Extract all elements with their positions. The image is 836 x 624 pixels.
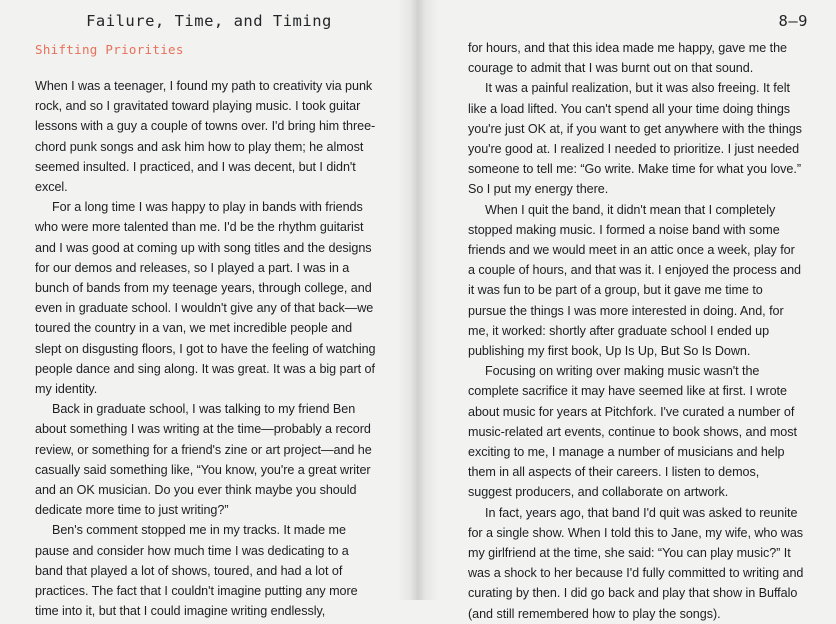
section-heading: Shifting Priorities xyxy=(35,42,184,57)
paragraph: For a long time I was happy to play in bands with friends who were more talented than me. I'd be the rhythm guitarist and I was good at coming up with song titles and the designs for our demos and releases, so I played a part. I was in a bunch of bands from my teenage years, through college, and even in graduate school. I wouldn't give any of that back—we toured the country in a van, we met incredible people and slept on disgusting floors, I got to have the feeling of watching people dance and sing along. It was great. It was a big part of my identity. xyxy=(35,200,376,397)
page-left xyxy=(0,0,418,619)
paragraph: Focusing on writing over making music wasn't the complete sacrifice it may have seemed like at first. I wrote about music for years at Pitchfork. I've curated a number of music-related art events, continue to book shows, and most exciting to me, I manage a number of musicians and help them in all aspects of their careers. I listen to demos, suggest producers, and collaborate on artwork. xyxy=(468,364,797,500)
page-number: 8–9 xyxy=(778,12,808,30)
paragraph: When I quit the band, it didn't mean that I completely stopped making music. I formed a noise band with some friends and we would meet in an attic once a week, play for a couple of hours, and that was it. I enjoyed the process and it was fun to be part of a group, but it gave me time to pursue the things I was more interested in doing. And, for me, it worked: shortly after graduate school I ended up publishing my first book, Up Is Up, But So Is Down. xyxy=(468,202,801,359)
running-head: Failure, Time, and Timing xyxy=(86,12,332,30)
paragraph: for hours, and that this idea made me happy, gave me the courage to admit that I was burnt out on that sound. xyxy=(468,41,787,76)
paragraph: When I was a teenager, I found my path to creativity via punk rock, and so I gravitated toward playing music. I took guitar lessons with a guy a couple of towns over. I'd bring him three-chord punk songs and ask him how to play them; he almost seemed insulted. I practiced, and I was decent, but I didn't excel. xyxy=(35,79,376,195)
body-text-right xyxy=(468,38,804,624)
body-text-left xyxy=(35,76,379,621)
paragraph: Back in graduate school, I was talking to my friend Ben about something I was writing at the time—probably a record review, or something for a friend's zine or art project—and he casually said something like, “You know, you're a great writer and an OK musician. Do you ever think maybe you should dedicate more time to just writing?” xyxy=(35,402,372,518)
paragraph: Ben's comment stopped me in my tracks. It made me pause and consider how much time I was dedicating to a band that played a lot of shows, toured, and had a lot of practices. The fact that I couldn't imagine putting any more time into it, but that I could imagine writing endlessly, xyxy=(35,523,358,619)
paragraph: In fact, years ago, that band I'd quit was asked to reunite for a single show. When I told this to Jane, my wife, who was my girlfriend at the time, she said: “You can play music?” It was a shock to her because I'd fully committed to writing and curating by then. I did go back and play that show in Buffalo (and still remembered how to play the songs). xyxy=(468,505,804,621)
paragraph: It was a painful realization, but it was also freeing. It felt like a load lifted. You can't spend all your time doing things you're just OK at, if you want to get anywhere with the things you're good at. I realized I needed to prioritize. I just needed someone to tell me: “Go write. Make time for what you love.” So I put my energy there. xyxy=(468,81,802,197)
page-right xyxy=(418,0,836,621)
